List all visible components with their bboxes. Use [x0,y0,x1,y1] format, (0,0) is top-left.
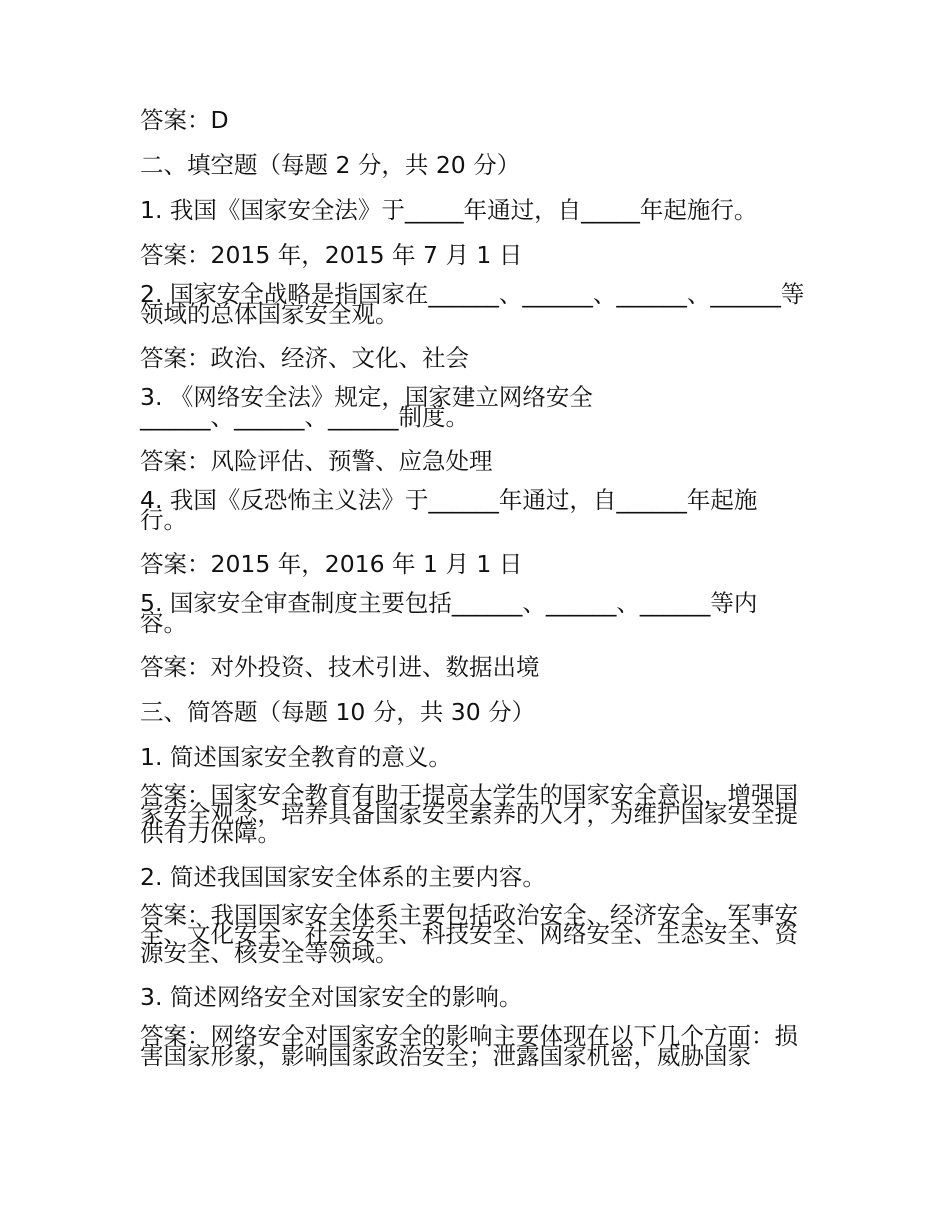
short-question-1: 1. 简述国家安全教育的意义。 [140,743,452,771]
short-question-2: 2. 简述我国国家安全体系的主要内容。 [140,863,546,891]
question-3: 3. 《网络安全法》规定，国家建立网络安全 ______、______、______制度。 [140,383,593,431]
document-body [140,104,812,1084]
answer-3: 答案：风险评估、预警、应急处理 [140,447,493,475]
question-5: 5. 国家安全审查制度主要包括______、______、______等内 容。 [140,589,758,637]
short-question-3: 3. 简述网络安全对国家安全的影响。 [140,983,523,1011]
question-2: 2. 国家安全战略是指国家在______、______、______、______等领域的总体国家安全观。 [140,280,805,328]
answer-5: 答案：对外投资、技术引进、数据出境 [140,653,540,681]
answer-line: 答案：D [140,106,229,134]
answer-4: 答案：2015 年，2016 年 1 月 1 日 [140,550,523,578]
section-heading-short-answer: 三、简答题（每题 10 分，共 30 分） [140,698,536,726]
section-heading-fill-in: 二、填空题（每题 2 分，共 20 分） [140,151,521,179]
short-answer-3: 答案：网络安全对国家安全的影响主要体现在以下几个方面：损害国家形象，影响国家政治安全；泄露国家机密，威胁国家 [140,1022,798,1070]
question-1: 1. 我国《国家安全法》于_____年通过，自_____年起施行。 [140,196,758,224]
answer-2: 答案：政治、经济、文化、社会 [140,344,469,372]
question-4: 4. 我国《反恐怖主义法》于______年通过，自______年起施 行。 [140,486,758,534]
short-answer-2: 答案：我国国家安全体系主要包括政治安全、经济安全、军事安全、文化安全、社会安全、科技安全、网络安全、生态安全、资源安全、核安全等领域。 [140,901,798,967]
short-answer-1: 答案：国家安全教育有助于提高大学生的国家安全意识，增强国家安全观念，培养具备国家安全素养的人才，为维护国家安全提供有力保障。 [140,781,798,847]
answer-1: 答案：2015 年，2015 年 7 月 1 日 [140,241,523,269]
